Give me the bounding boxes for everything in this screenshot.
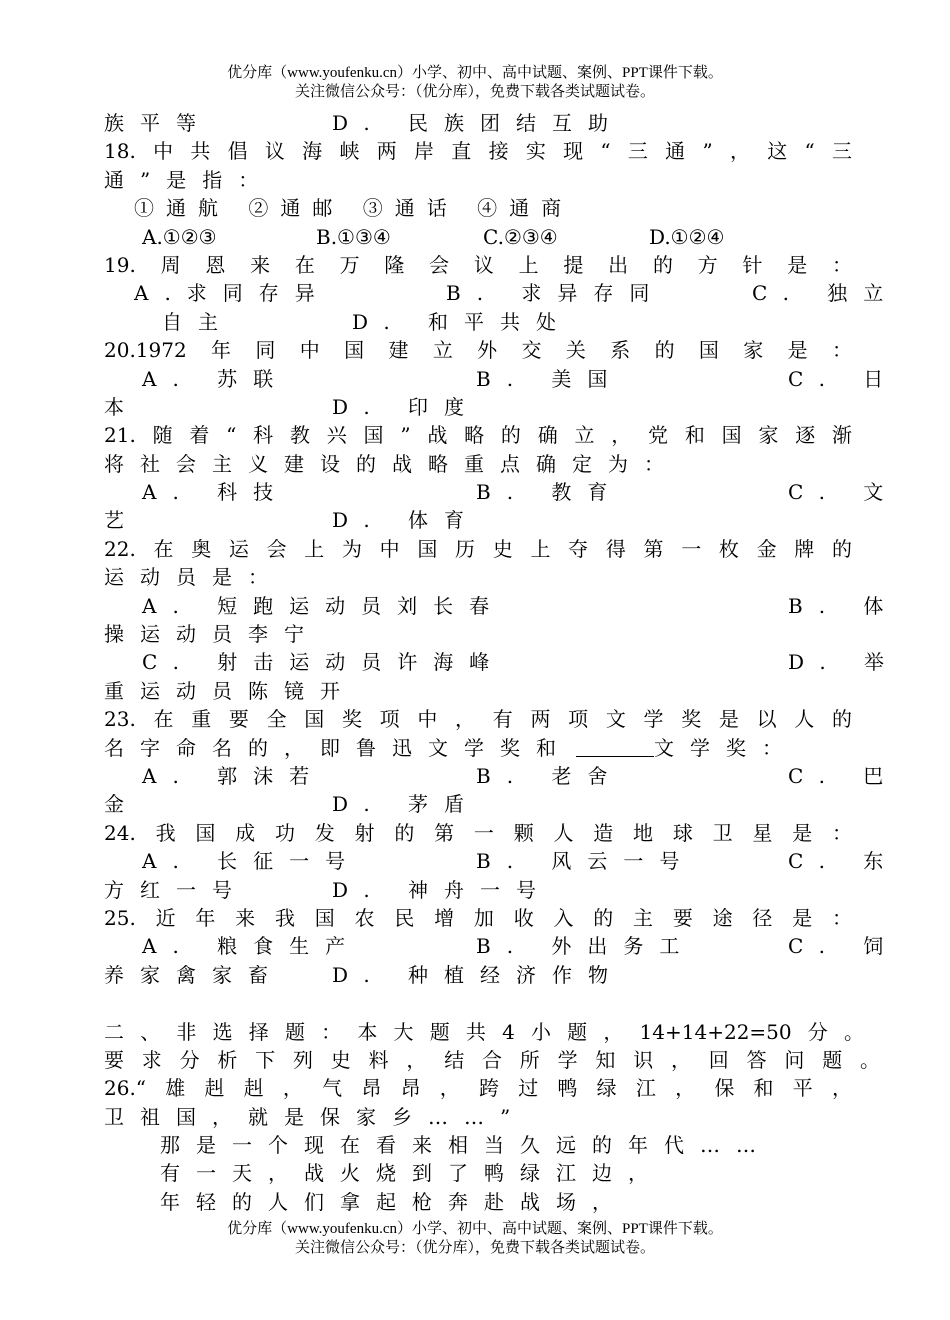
q18-option-a: A.①②③ bbox=[142, 224, 217, 249]
section-2-instruction: 要求分析下列史料，结合所学知识，回答问题。 bbox=[104, 1047, 880, 1072]
q20-option-a: A. 苏联 bbox=[142, 366, 290, 391]
q19-option-c: C. 独立 bbox=[752, 281, 900, 306]
q17-options-line bbox=[104, 109, 852, 137]
q22-option-a: A. 短跑运动员刘长春 bbox=[142, 593, 506, 618]
q21-stem-line-2 bbox=[104, 450, 852, 478]
page-header bbox=[0, 64, 950, 102]
poem-line: 那是一个现在看来相当久远的年代…… bbox=[160, 1133, 772, 1158]
q24-option-c-tail: 方红一号 bbox=[104, 877, 248, 902]
q22-option-b-tail: 操运动员李宁 bbox=[104, 622, 320, 647]
q23-option-a: A. 郭沫若 bbox=[142, 763, 326, 788]
q17-option-c-tail: 族平等 bbox=[104, 111, 212, 135]
q24-option-c: C. 东 bbox=[788, 849, 900, 874]
q21-stem-part-2: 将社会主义建设的战略重点确定为： bbox=[104, 451, 680, 476]
q18-items: ①通航 ②通邮 ③通话 ④通商 bbox=[134, 196, 574, 221]
q20-options-line-1 bbox=[104, 365, 900, 393]
q21-option-c: C. 文 bbox=[788, 480, 900, 505]
page-footer bbox=[0, 1220, 950, 1258]
q23-options-line-1 bbox=[104, 762, 900, 790]
footer-line-2: 关注微信公众号：（优分库），免费下载各类试题试卷。 bbox=[294, 1240, 655, 1256]
q24-option-d: D. 神舟一号 bbox=[332, 877, 553, 902]
q25-option-d: D. 种植经济作物 bbox=[332, 962, 625, 987]
q26-stem-part-2: 卫祖国，就是保家乡……” bbox=[104, 1104, 527, 1129]
q22-option-b: B. 体 bbox=[788, 593, 900, 618]
q20-option-b: B. 美国 bbox=[476, 366, 624, 391]
q19-options-line-1 bbox=[104, 279, 900, 307]
q18-stem-line-2 bbox=[104, 166, 852, 194]
q22-stem-line-1: 22.在奥运会上为中国历史上夺得第一枚金牌的 bbox=[104, 536, 852, 561]
q21-option-c-tail: 艺 bbox=[104, 508, 140, 533]
q26-poem-line-1 bbox=[104, 1131, 852, 1159]
q21-options-line-1 bbox=[104, 478, 900, 506]
q23-options-line-2 bbox=[104, 790, 852, 818]
q19-option-d: D. 和平共处 bbox=[352, 309, 573, 334]
q18-stem-line-1: 18.中共倡议海峡两岸直接实现“三通”，这“三 bbox=[104, 139, 852, 164]
q22-options-line-3 bbox=[104, 648, 901, 676]
q23-option-c: C. 巴 bbox=[788, 763, 900, 788]
q26-stem-line-2 bbox=[104, 1103, 852, 1131]
q23-stem-part-2b: 文学奖： bbox=[654, 735, 798, 760]
q22-stem-part-2: 运动员是： bbox=[104, 565, 284, 590]
q18-options-line bbox=[104, 223, 852, 251]
q18-option-d: D.①②④ bbox=[649, 224, 725, 249]
q18-stem-part-2: 通”是指： bbox=[104, 167, 275, 192]
q22-options-line-2 bbox=[104, 620, 852, 648]
q21-option-b: B. 教育 bbox=[476, 480, 624, 505]
q25-options-line-2 bbox=[104, 961, 852, 989]
q25-options-line-1 bbox=[104, 932, 900, 960]
q26-poem-line-2 bbox=[104, 1159, 852, 1187]
q25-option-c-tail: 养家禽家畜 bbox=[104, 962, 284, 987]
q23-option-c-tail: 金 bbox=[104, 792, 140, 817]
q22-option-d: D. 举 bbox=[788, 650, 901, 675]
q24-option-b: B. 风云一号 bbox=[476, 849, 696, 874]
q23-stem-part-2a: 名字命名的，即鲁迅文学奖和 bbox=[104, 735, 572, 760]
q23-stem-line-1: 23.在重要全国奖项中，有两项文学奖是以人的 bbox=[104, 707, 852, 732]
q23-answer-blank bbox=[576, 736, 654, 757]
q18-items-line bbox=[104, 194, 852, 222]
q21-stem-line-1: 21.随着“科教兴国”战略的确立，党和国家逐渐 bbox=[104, 423, 852, 448]
poem-line: 年轻的人们拿起枪奔赴战场， bbox=[160, 1189, 628, 1214]
header-line-2: 关注微信公众号：（优分库），免费下载各类试题试卷。 bbox=[294, 84, 655, 100]
footer-line-1: 优分库（www.youfenku.cn）小学、初中、高中试题、案例、PPT课件下载。 bbox=[227, 1221, 723, 1237]
q22-option-d-tail: 重运动员陈镜开 bbox=[104, 678, 356, 703]
q21-option-a: A. 科技 bbox=[142, 480, 290, 505]
header-line-1: 优分库（www.youfenku.cn）小学、初中、高中试题、案例、PPT课件下载。 bbox=[227, 65, 723, 81]
q21-options-line-2 bbox=[104, 506, 852, 534]
spacer bbox=[104, 989, 852, 1017]
q19-option-a: A.求同存异 bbox=[134, 281, 331, 306]
q23-option-d: D. 茅盾 bbox=[332, 792, 481, 817]
q26-poem-line-3 bbox=[104, 1188, 852, 1216]
q22-options-line-4 bbox=[104, 677, 852, 705]
q25-option-c: C. 饲 bbox=[788, 934, 900, 959]
q22-stem-line-2 bbox=[104, 563, 852, 591]
q23-stem-line-2 bbox=[104, 734, 852, 762]
q25-option-b: B. 外出务工 bbox=[476, 934, 696, 959]
q18-option-c: C.②③④ bbox=[483, 224, 558, 249]
q22-options-line-1 bbox=[104, 592, 900, 620]
q25-option-a: A. 粮食生产 bbox=[142, 934, 362, 959]
q19-stem: 19.周恩来在万隆会议上提出的方针是： bbox=[104, 252, 852, 277]
q25-stem: 25.近年来我国农民增加收入的主要途径是： bbox=[104, 905, 852, 930]
q20-stem: 20.1972年同中国建立外交关系的国家是： bbox=[104, 338, 852, 363]
q19-option-c-tail: 自主 bbox=[162, 309, 234, 334]
q21-option-d: D. 体育 bbox=[332, 508, 481, 533]
q24-stem: 24.我国成功发射的第一颗人造地球卫星是： bbox=[104, 820, 852, 845]
section-2-title: 二、非选择题：本大题共4小题，14+14+22=50分。 bbox=[104, 1019, 864, 1044]
q19-options-line-2 bbox=[104, 308, 852, 336]
q22-option-c: C. 射击运动员许海峰 bbox=[142, 650, 506, 675]
q20-option-c-tail: 本 bbox=[104, 394, 140, 419]
q19-option-b: B. 求异存同 bbox=[446, 281, 666, 306]
q24-options-line-2 bbox=[104, 876, 852, 904]
q20-options-line-2 bbox=[104, 393, 852, 421]
q24-options-line-1 bbox=[104, 847, 900, 875]
q24-option-a: A. 长征一号 bbox=[142, 849, 362, 874]
poem-line: 有一天，战火烧到了鸭绿江边， bbox=[160, 1161, 664, 1186]
q17-option-d: D. 民族团结互助 bbox=[332, 111, 625, 135]
q26-stem-line-1: 26.“雄赳赳，气昂昂，跨过鸭绿江，保和平， bbox=[104, 1076, 852, 1101]
q20-option-d: D. 印度 bbox=[332, 394, 481, 419]
exam-content bbox=[104, 109, 901, 1216]
q23-option-b: B. 老舍 bbox=[476, 763, 624, 788]
q18-option-b: B.①③④ bbox=[316, 224, 391, 249]
q20-option-c: C. 日 bbox=[788, 366, 900, 391]
